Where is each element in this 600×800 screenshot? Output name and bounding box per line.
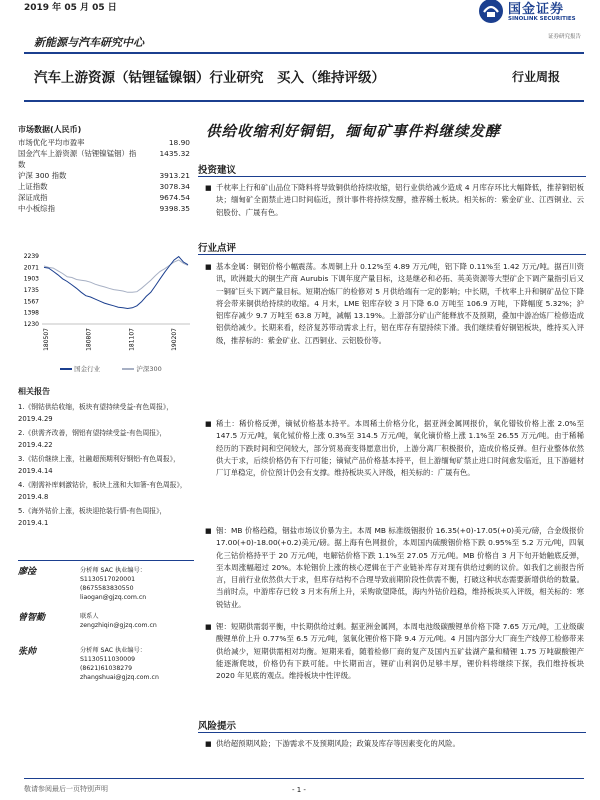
y-tick-label: 2239 bbox=[23, 253, 39, 260]
y-tick-label: 1903 bbox=[23, 275, 39, 283]
table-row bbox=[18, 192, 190, 203]
section-rule bbox=[198, 176, 586, 177]
related-report-item[interactable]: 2.《供需齐改善，钢铝有望持续受益-有色周报》，2019.4.22 bbox=[18, 429, 167, 449]
report-title: 汽车上游资源（钴锂锰镍铟）行业研究 买入（维持评级） bbox=[34, 70, 385, 86]
y-tick-label: 2071 bbox=[23, 264, 39, 272]
index-chart bbox=[14, 252, 194, 358]
analyst-card bbox=[18, 612, 194, 642]
section-rule bbox=[198, 254, 586, 255]
section-title-comment: 行业点评 bbox=[198, 243, 237, 254]
market-data-title: 市场数据(人民币) bbox=[18, 125, 82, 134]
bullet-icon: ■ bbox=[205, 263, 212, 271]
market-value: 9674.54 bbox=[159, 193, 190, 202]
section-title-risk: 风险提示 bbox=[198, 721, 237, 732]
analyst-id: 分析师 SAC 执业编号：S1130511030009 bbox=[80, 647, 146, 663]
logo-text: 国金证券 bbox=[508, 2, 565, 17]
table-row bbox=[18, 170, 190, 181]
market-data-table bbox=[18, 137, 190, 214]
analyst-card bbox=[18, 646, 194, 680]
analyst-email[interactable]: liaogan@gjzq.com.cn bbox=[80, 594, 147, 601]
x-tick-label: 180807 bbox=[85, 328, 93, 351]
x-tick-label: 180507 bbox=[43, 328, 50, 351]
page-number: - 1 - bbox=[292, 786, 306, 794]
section-rule bbox=[198, 732, 586, 733]
headline: 供给收缩利好铜铝，缅甸矿事件料继续发酵 bbox=[206, 124, 501, 140]
y-tick-label: 1398 bbox=[23, 309, 39, 317]
analyst-name: 曾智勤 bbox=[18, 613, 46, 623]
market-label: 深证成指 bbox=[18, 193, 48, 202]
analyst-card bbox=[18, 566, 194, 600]
market-value: 1435.32 bbox=[159, 149, 190, 158]
company-logo bbox=[478, 0, 598, 26]
analyst-phone: (8621)61038279 bbox=[80, 665, 133, 672]
market-value: 18.90 bbox=[168, 138, 190, 147]
advice-text: 千枕率上行和矿山品位下降料将导致铜供给持续收缩，铝行业供给减少造成 4 月库存环比大幅降低，推荐铜铝板块；缅甸矿全面禁止进口时间临近，预计事件将持续发酵，推荐稀土板块。相关标的：紫金矿业、江西铜业、云铝股份、广晟有色。 bbox=[216, 183, 584, 217]
analyst-email[interactable]: zengzhiqin@gjzq.com.cn bbox=[80, 622, 157, 629]
chart-legend bbox=[60, 364, 162, 373]
analyst-email[interactable]: zhangshuai@gjzq.com.cn bbox=[80, 674, 159, 681]
logo-subtitle: 证券研究报告 bbox=[548, 34, 582, 40]
bullet-icon: ■ bbox=[205, 623, 212, 631]
market-label: 上证指数 bbox=[18, 182, 48, 191]
related-report-item[interactable]: 5.《海外钴价上涨，板块迎抢装行情-有色周报》，2019.4.1 bbox=[18, 507, 167, 527]
related-report-item[interactable]: 1.《钢钴供给收缩，板块有望持续受益-有色周报》，2019.4.29 bbox=[18, 403, 174, 423]
market-label: 国金汽车上游资源（钴锂镍锰铟）指数 bbox=[18, 149, 137, 169]
indium-text: 铟：MB 价格趋稳，铟盐市场议价暴为主。本周 MB 标准级铟报价 16.35(+0)-17.05(+0)美元/磅，合金级报价 17.00(+0)-18.00(+0.2)美元/磅。据上海有色网报价，本周国内硫酸铟价格下跌 0.95%至 5.2 万元/吨，四氧化三钴价格持平于 20 万元/吨，电解钴价格下跌 1.1%至 27.05 万元/吨。MB 价格自 3 月下旬开始触底反弹，至本周涨幅超过 20%。本轮铟价上涨的核心逻辑在于产业链补库存对现有供给过剩的议价。如我们之前报告所言，目前行业依然供大于求，但库存结构不合理导致前期阶段性供需不衡，打破这种状态需要新增供给的数量。当前时点，中游库存已较 3 月末有所上升，采购欲望降低，海内外钴价趋稳，维持板块买入评级，相关标的：寒锐钴业。 bbox=[216, 526, 584, 609]
logo-emblem-icon bbox=[478, 0, 504, 24]
footer-disclaimer[interactable]: 敬请参阅最后一页特别声明 bbox=[24, 785, 108, 793]
lithium-paragraph bbox=[205, 621, 584, 682]
report-date: 2019 年 05 月 05 日 bbox=[24, 3, 117, 13]
base-metal-text: 基本金属：铜铝价格小幅震荡。本周铜上升 0.12%至 4.89 万元/吨，铝下降 0.11%至 1.42 万元/吨。据百川资讯，欧洲最大的铜生产商 Aurubis 下调年度产量目标，这是继必和必拓、英美资源等大型矿企下调产量指引后又一铜矿巨头下调产量目标。短期冶炼厂的检修对 5 月供给端有一定的影响；中长期，千枕率上升和铜矿品位下降将会带来铜供给持续的收缩。4 月末，LME 铝库存较 3 月下降 6.0 万吨至 106.9 万吨，下降幅度 5.32%；沪铝库存减少 9.7 万吨至 63.8 万吨，减幅 13.19%。上游部分矿山产能释放不及预期，叠加中游冶炼厂检修造成铝供给减少。长期来看，经济复苏带动需求上行，铝在库存有望持续下滑。我们继续看好铜铝板块，维持买入评级，推荐标的：紫金矿业、江西铜业、云铝股份等。 bbox=[216, 262, 584, 345]
footer-rule bbox=[24, 778, 584, 779]
analyst-role: 联系人 bbox=[80, 613, 99, 620]
analyst-name: 张帅 bbox=[18, 647, 37, 657]
legend-swatch-industry bbox=[60, 368, 72, 370]
advice-paragraph bbox=[205, 182, 584, 219]
y-tick-label: 1735 bbox=[23, 286, 39, 294]
research-center: 新能源与汽车研究中心 bbox=[34, 36, 144, 49]
market-value: 3913.21 bbox=[159, 171, 190, 180]
bullet-icon: ■ bbox=[205, 184, 212, 192]
indium-paragraph bbox=[205, 525, 584, 611]
base-metal-paragraph bbox=[205, 261, 584, 347]
rare-earth-paragraph bbox=[205, 418, 584, 479]
header-rule bbox=[24, 52, 584, 54]
analyst-phone: (8675583830550 bbox=[80, 585, 134, 592]
series-line bbox=[44, 257, 188, 309]
bullet-icon: ■ bbox=[205, 420, 212, 428]
risk-text: 供给超预期风险；下游需求不及预期风险；政策及库存等因素变化的风险。 bbox=[216, 739, 460, 748]
table-row bbox=[18, 137, 190, 148]
series-line bbox=[44, 260, 188, 292]
legend-swatch-hs300 bbox=[122, 368, 134, 370]
x-tick-label: 190207 bbox=[171, 328, 178, 351]
y-tick-label: 1567 bbox=[23, 298, 39, 306]
bullet-icon: ■ bbox=[205, 527, 212, 535]
related-report-item[interactable]: 3.《钴价继续上涨，社融超预期利好钢铝-有色周报》，2019.4.14 bbox=[18, 455, 180, 475]
analyst-rule bbox=[18, 560, 194, 561]
legend-label-industry: 国金行业 bbox=[74, 365, 101, 373]
market-label: 市场优化平均市盈率 bbox=[18, 138, 85, 147]
related-reports-title: 相关报告 bbox=[18, 387, 50, 396]
section-title-advice: 投资建议 bbox=[198, 165, 237, 176]
market-value: 3078.34 bbox=[159, 182, 190, 191]
risk-paragraph bbox=[205, 738, 584, 750]
market-value: 9398.35 bbox=[159, 204, 190, 213]
related-report-item[interactable]: 4.《刚需补库刺激钴价，板块上涨和大如箸-有色周报》，2019.4.8 bbox=[18, 481, 187, 501]
bullet-icon: ■ bbox=[205, 740, 212, 748]
table-row bbox=[18, 181, 190, 192]
title-rule bbox=[24, 100, 584, 102]
logo-english: SINOLINK SECURITIES bbox=[508, 16, 576, 22]
table-row bbox=[18, 148, 190, 170]
legend-label-hs300: 沪深300 bbox=[136, 365, 162, 373]
x-tick-label: 181107 bbox=[128, 328, 136, 351]
rare-earth-text: 稀土：稀价格反弹，镝铽价格基本持平。本周稀土价格分化，据亚洲金属网报价，氧化镨钕价格上涨 2.0%至 147.5 万元/吨，氧化铽价格上涨 0.3%至 314.5 万元/吨，氧化镝价格上涨 1.1%至 26.55 万元/吨。由于稀稀经历的下跌时间和空间较大，部分贸易商变得愿意出价，上游分离厂积极报价，造成价格反弹。但行业整体依然供大于求，后续价格仍有下行可能；镝铽产品价格基本持平，但上游缅甸矿禁止进口时间愈发临近，且下游磁材厂订单稳定，价位预计仍会有支撑。维持板块买入评级，相关标的：广晟有色。 bbox=[216, 419, 584, 478]
market-label: 中小板综指 bbox=[18, 204, 55, 213]
market-label: 沪深 300 指数 bbox=[18, 171, 67, 180]
y-tick-label: 1230 bbox=[23, 321, 39, 328]
analyst-name: 廖淦 bbox=[18, 567, 37, 577]
report-type: 行业周报 bbox=[512, 70, 561, 84]
analyst-id: 分析师 SAC 执业编号：S1130517020001 bbox=[80, 567, 146, 583]
table-row bbox=[18, 203, 190, 214]
lithium-text: 锂：短期供需弱平衡，中长期供给过剩。据亚洲金属网，本周电池级碳酸锂单价格下降 7.65 万元/吨，工业级碳酸锂单价上升 0.77%至 6.5 万元/吨，氢氧化锂价格下降 9.4 万元/吨。4 月国内部分大厂商生产线停工检修带来供给减少，短期供需相对均衡。短期来看，随着检修厂商的复产及国内五矿盐湖产量和精锂 1.75 万吨碳酸锂产能逐渐爬坡，价格仍有下跌可能。中长期而言，锂矿山利润仍足够丰厚，锂价料将继续下探，我们维持板块 2020 年见底的观点。维持板块中性评级。 bbox=[216, 622, 584, 681]
